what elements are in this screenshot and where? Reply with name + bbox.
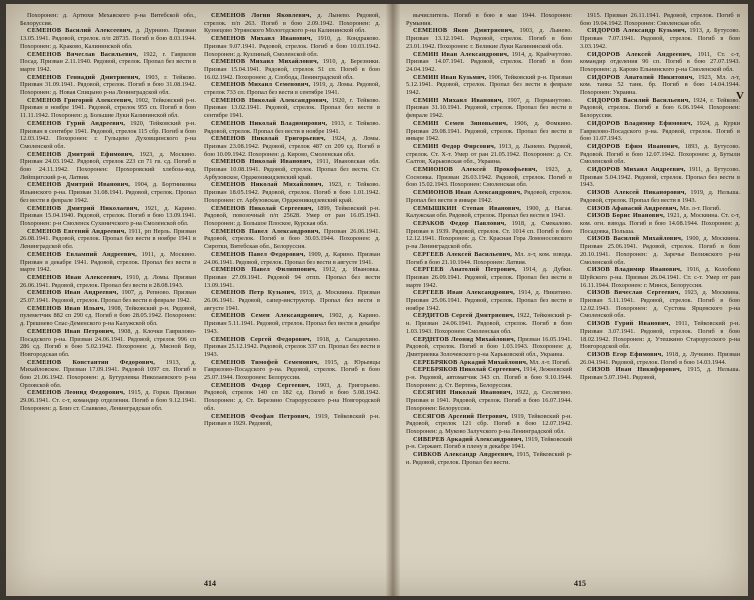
- memorial-entry: [20, 289, 196, 304]
- entry-text: 1911, Ивановская обл. Призван 10.08.1941. Рядовой, стрелок. Пропал без вести. Ст. Арбузовское, Орджоникидзевский край.: [204, 158, 380, 181]
- entry-text: 1908, Тейковский р-н. Рядовой, пулеметчик 882 сп 290 сд. Погиб в бою 28.05.1942. Похоронен: д. Грешнево Спас-Деменского р-на Калужской обл.: [20, 304, 196, 328]
- memorial-entry: [406, 389, 572, 412]
- entry-text: 1924, д. Курки Гаврилово-Посадского р-на. Рядовой, стрелок. Погиб в бою 11.07.1943.: [580, 119, 740, 143]
- entry-name: СЕМЕНОВ Николай Иванович,: [211, 158, 313, 166]
- entry-text: 1902, Тейковский р-н. Призван в ноябре 1941. Рядовой, стрелок 955 сп. Погиб в бою 11.11.1942. Похоронен: д. Большие Луки Калининской обл.: [20, 96, 196, 120]
- entry-name: СЕРГЕЕВ Анатолий Петрович,: [413, 266, 517, 274]
- memorial-entry: [204, 97, 380, 120]
- memorial-entry: [580, 27, 740, 50]
- entry-text: 1923, г. Тейково. Призван 18.05.1942. Рядовой, стрелок. Погиб в бою 1.01.1942. Похоронен: ст. Арбузовская, Орджоникидзевский край.: [204, 181, 380, 204]
- entry-name: СЕМЕНОВ Вячеслав Васильевич,: [27, 50, 139, 58]
- memorial-entry: [580, 212, 740, 235]
- entry-text: 1915, Тейковский р-н. Рядовой, стрелок. Пропал без вести.: [406, 451, 572, 466]
- memorial-entry: [20, 74, 196, 97]
- memorial-entry: [20, 228, 196, 251]
- book-gutter: [386, 4, 400, 596]
- entry-name: СЕМЕНОВ Евгений Андреевич,: [27, 227, 127, 235]
- entry-name: СИЗОВ Егор Ефимович,: [587, 350, 664, 358]
- entry-text: 1923, Мл. л-т, ком. танка 52 танк. бр. Погиб в бою 14.04.1944. Похоронен: Украина.: [580, 73, 740, 97]
- entry-text: 1914, д. Никитино. Призван 25.06.1941. Рядовой, стрелок. Пропал без вести в ноябре 1942.: [406, 289, 572, 312]
- entry-text: 1908, д. Клочки Гаврилово-Посадского р-на. Призван 24.06.1941. Рядовой, стрелок 996 сп 286 сд. Погиб в бою 5.02.1942. Похоронен: д. Мясной Бор, Новгородская обл.: [20, 327, 196, 358]
- memorial-entry: [580, 266, 740, 289]
- entry-name: СИВЕРЕВ Аркадий Александрович,: [413, 435, 524, 443]
- entry-name: СИЗОВ Борис Иванович,: [587, 212, 665, 220]
- entry-text: 1900, д. Нагая. Калужская обл. Рядовой, стрелок. Пропал без вести в 1943.: [406, 204, 572, 220]
- left-page-column-2: [204, 12, 380, 568]
- entry-name: СЕМИН Иван Александрович,: [413, 50, 509, 58]
- memorial-entry: [580, 120, 740, 143]
- left-page-column-1: [20, 12, 196, 568]
- entry-text: Мл. л-т. Погиб.: [529, 358, 571, 366]
- memorial-entry: [406, 359, 572, 367]
- memorial-entry: [406, 451, 572, 466]
- entry-text: 1919, Тейковский р-н. Сержант. Погиб в плену в декабре 1941.: [406, 435, 572, 451]
- memorial-entry: [204, 181, 380, 204]
- memorial-entry: [406, 120, 572, 143]
- memorial-entry: [204, 251, 380, 266]
- entry-name: СИДОРОВ Александр Кузьмич,: [587, 27, 687, 35]
- entry-name: СЕРДНТОВ Леонид Михайлович,: [413, 335, 516, 343]
- edge-mark: V: [736, 90, 744, 102]
- entry-name: СИЗОВ Иван Никифорович,: [587, 366, 682, 374]
- entry-text: 1911, рп Нерль. Призван 26.08.1941. Рядовой, стрелок. Пропал без вести в ноябре 1941 в Ленинградской обл.: [20, 227, 196, 251]
- entry-text: 1915, д. Горки. Призван 29.06.1941. Ст. с-т, командир отделения. Погиб в бою 9.12.1941. Похоронен: д. Близ ст. Славково, Ленинградская обл.: [20, 389, 196, 412]
- entry-name: СЕМЕНОВ Петр Кузьмич,: [211, 289, 296, 297]
- entry-name: СЕМЕНОВ Павел Филиппович,: [211, 266, 317, 274]
- entry-text: 1918, д. Лучкино. Призван 26.04.1941. Рядовой, стрелок. Погиб в бою 14.03.1944.: [580, 350, 740, 366]
- memorial-entry: [580, 235, 740, 266]
- memorial-entry: [406, 205, 572, 220]
- memorial-entry: [580, 205, 740, 213]
- memorial-entry: [580, 189, 740, 204]
- entry-name: СЕМЕНОВ Дмитрий Ефимович,: [27, 150, 134, 158]
- entry-name: СЕМЕНОВ Евлампий Андреевич,: [27, 250, 137, 258]
- entry-text: 1919, д. Ломы. Рядовой, стрелок 733 сп. Пропал без вести в сентябре 1941.: [204, 81, 380, 97]
- entry-text: 1923, д. Москино. Призван 24.03.1942. Рядовой, стрелок 223 сп 71 гв. сд. Погиб в бою 24.11.1942. Похоронен: Прохоровский хлебоза-вод. Лейпцигский р-н, Латвия.: [20, 150, 196, 181]
- entry-name: СЕМИН Иван Кузьмич,: [413, 73, 487, 81]
- entry-text: 1910, д. Ломы. Призван 26.06.1941. Рядовой, стрелок. Пропал без вести в 28.08.1943.: [20, 273, 196, 289]
- entry-name: СЕРГЕЕВ Алексей Васильевич,: [413, 250, 512, 258]
- entry-text: 1906, д. Фомкино. Призван 29.08.1941. Рядовой, стрелок. Пропал без вести в январе 1942.: [406, 119, 572, 143]
- memorial-entry: [20, 205, 196, 228]
- entry-name: СЕРГЕЕВ Иван Александрович,: [413, 289, 515, 297]
- entry-name: СЕСЯГИН Николай Иванович,: [413, 389, 513, 397]
- entry-text: 1911, д. Москино. Призван в декабре 1941. Рядовой, стрелок. Пропал без вести в марте 1942.: [20, 250, 196, 274]
- memorial-entry: [580, 51, 740, 74]
- entry-text: 1899, Тейковский р-н. Рядовой, повозочный п/п 25628. Умер от ран 16.05.1943. Похоронен: д. Большое Плоское, Курская обл.: [204, 204, 380, 227]
- memorial-entry: [406, 143, 572, 166]
- entry-name: СЕМЕНОВ Дмитрий Николаевич,: [27, 204, 140, 212]
- entry-text: 1920, г. Тейково. Призван 13.02.1941. Рядовой, стрелок. Пропал без вести в сентябре 1941.: [204, 96, 380, 120]
- entry-text: 1907, д. Репново. Призван 25.07.1941. Рядовой, стрелок. Пропал без вести в феврале 1942.: [20, 289, 196, 305]
- entry-name: СЕМЕНОВ Иван Петрович,: [27, 327, 115, 335]
- memorial-entry: [406, 436, 572, 451]
- entry-text: 1909, д. Карино. Призван 24.06.1941. Рядовой, стрелок. Пропал без вести в августе 1941.: [204, 250, 380, 266]
- entry-name: СИДОРОВ Владимир Ефимович,: [587, 119, 693, 127]
- memorial-entry: [406, 251, 572, 266]
- entry-name: СИЗОВ Афанасий Андреевич,: [587, 204, 679, 212]
- entry-text: 1914, д. Дубки. Призван 26.09.1941. Рядовой, стрелок. Пропал без вести в марте 1942.: [406, 266, 572, 289]
- entry-name: СИДОРОВ Анатолий Никитович,: [587, 73, 695, 81]
- entry-name: СЕМЕНОВ Феофан Петрович,: [211, 412, 311, 420]
- entry-name: СЕМЕНОВ Геннадий Дмитриевич,: [27, 73, 141, 81]
- memorial-entry: [204, 312, 380, 335]
- entry-name: СИЗОВ Гурий Иванович,: [587, 320, 671, 328]
- entry-name: СЕМЕНОВ Михаил Михайлович,: [211, 58, 319, 66]
- memorial-entry: [204, 135, 380, 158]
- entry-name: СЕМЕНОВ Николай Сергеевич,: [211, 204, 314, 212]
- memorial-entry: [20, 27, 196, 50]
- entry-text: 1903, г. Тейково. Призван 31.09.1941. Рядовой, стрелок. Погиб в бою 31.08.1942. Похоронен: д. Новая Спицыно р-на Ленинградской обл.: [20, 73, 196, 97]
- entry-text: 1911, Тейковский р-н. Призван 3.07.1941. Рядовой, стрелок. Погиб в бою 18.02.1942. Похоронен: д. Утешкино Старорусского р-на Новгородской обл.: [580, 320, 740, 351]
- entry-text: 1910, д. Березники. Призван 15.04.1941. Рядовой, стрелок 51 сп. Погиб в бою 16.02.1942. Похоронен: д. Слобода, Ленинградской обл.: [204, 58, 380, 81]
- entry-name: СЕРАКОВ Федор Павлович,: [413, 219, 507, 227]
- entry-text: 1924, г. Тейково. Рядовой, стрелок. Погиб в бою 6.06.1944. Похоронен: Белоруссия.: [580, 96, 740, 120]
- entry-text: 1922, г. Гаврилов Посад. Призван 2.11.1940. Рядовой, стрелок. Пропал без вести в марте 1942.: [20, 50, 196, 73]
- memorial-entry: [580, 97, 740, 120]
- entry-text: 1907, д. Порманутово. Призван 31.10.1941. Рядовой, стрелок. Пропал без вести в феврале 1942.: [406, 96, 572, 120]
- entry-name: СЕМЕНОВ Семен Александрович,: [211, 312, 324, 320]
- memorial-entry: [406, 312, 572, 335]
- memorial-entry: [20, 359, 196, 390]
- entry-text: Похоронен: д. Артюхи Мехавского р-на Витебской обл., Белоруссия.: [20, 12, 196, 27]
- entry-text: 1922, д. Сеслягино. Призван в 1941. Рядовой, стрелок. Погиб в бою 16.07.1944. Похоронен: Белоруссия.: [406, 389, 572, 412]
- entry-name: СЕМЕНОВ Иван Ильич,: [27, 304, 106, 312]
- entry-name: СИВКОВ Александр Андреевич,: [413, 451, 514, 459]
- entry-name: СЕМИН Федор Фирсович,: [413, 142, 496, 150]
- memorial-entry: [20, 305, 196, 328]
- entry-name: СИЗОВ Владимир Иванович,: [587, 266, 682, 274]
- page-number-left: 414: [204, 579, 216, 588]
- memorial-entry: [406, 166, 572, 189]
- entry-name: СЕМЕНОВ Николай Александрович,: [211, 96, 329, 104]
- entry-name: СЕМЕНОВ Леонид Федорович,: [27, 389, 126, 397]
- memorial-entry: [580, 351, 740, 366]
- entry-text: 1918, д. Саладюхино. Призван 25.12.1942. Рядовой, стрелок 337 сп. Пропал без вести в 1943.: [204, 335, 380, 358]
- memorial-entry: [580, 143, 740, 166]
- memorial-entry: [406, 189, 572, 204]
- memorial-entry: [204, 81, 380, 96]
- entry-name: СЕМЕНОВ Михаил Семенович,: [211, 81, 311, 89]
- entry-name: СЕМЕНОВ Василий Алексеевич,: [27, 27, 133, 35]
- memorial-entry: [406, 27, 572, 50]
- memorial-entry: [406, 74, 572, 97]
- entry-name: СИДОРОВ Василий Васильевич,: [587, 96, 691, 104]
- memorial-entry: [580, 320, 740, 351]
- right-page: [400, 4, 746, 596]
- memorial-entry: [204, 228, 380, 251]
- entry-text: 1913, д. Бутусово. Призван 7.07.1941. Рядовой, стрелок. Погиб в бою 3.03.1942.: [580, 27, 740, 50]
- memorial-entry: [20, 51, 196, 74]
- entry-name: СЕМЕНОВ Гурий Андреевич,: [27, 119, 126, 127]
- entry-text: вычислитель. Погиб в бою в мае 1944. Похоронен: Румыния.: [406, 12, 572, 27]
- memorial-entry: [406, 289, 572, 312]
- memorial-entry: [406, 413, 572, 436]
- entry-text: 1923, д. Москвина. Призван 5.11.1941. Рядовой, стрелок. Погиб в бою 12.02.1943. Похоронен: д. Сустова Ярцевского р-на Смоленской обл.: [580, 289, 740, 320]
- entry-text: д. Дурнино. Призван 13.05.1941. Рядовой, стрелок. п/п 28735. Погиб в бою 8.03.1944. Похоронен: д. Краково, Калининской обл.: [20, 27, 196, 50]
- entry-text: 1903, д. Григорьево. Рядовой, стрелок 140 сп 182 сд. Погиб в бою 5.08.1942. Похоронен: д. Ст. Березино Старорусского р-на Новгородской обл.: [204, 381, 380, 412]
- entry-name: СЕМИН Михаил Иванович,: [413, 96, 504, 104]
- right-page-column-2: [580, 12, 740, 568]
- entry-name: СЕМЕНОВ Павел Федорович,: [211, 250, 306, 258]
- entry-name: СЕРДИТОВ Сергей Дмитриевич,: [413, 312, 515, 320]
- entry-name: СЕМЕНОВ Яков Дмитриевич,: [413, 27, 514, 35]
- entry-text: 1915, д. Юрьевцы Гаврилово-Посадского р-на. Рядовой, стрелок. Погиб в бою 25.07.1944. Похоронен: Белоруссия.: [204, 358, 380, 382]
- entry-name: СЕМЫШКИН Степан Иванович,: [413, 204, 522, 212]
- entry-name: СЕМЕНОВ Николай Владимирович,: [211, 119, 328, 127]
- entry-name: СЕРЕБРЯКОВ Николай Сергеевич,: [413, 366, 522, 374]
- entry-text: 1893, д. Бутусово. Рядовой. Погиб в бою 12.07.1942. Похоронен: д. Бутыли Смоленской обл.: [580, 142, 740, 166]
- entry-name: СИЗОВ Вячеслав Сергеевич,: [587, 289, 681, 297]
- entry-name: СЕМЕНОВ Федор Сергеевич,: [211, 381, 311, 389]
- entry-name: СЕМИОНОВ Иван Александрович,: [413, 189, 522, 197]
- entry-text: 1919, д. Нельша. Рядовой, стрелок. Пропал без вести в 1943.: [580, 189, 740, 204]
- entry-text: 1919, Тейковский р-н. Рядовой, стрелок 121 сбр. Погиб в бою 12.07.1942. Похоронен: д. Муково Залучского р-на Ленинградской обл.: [406, 412, 572, 435]
- entry-name: СИЗОВ Алексей Никанорович,: [587, 189, 687, 197]
- memorial-entry: [20, 328, 196, 359]
- entry-name: СЕМИОНОВ Алексей Прокофьевич,: [413, 166, 538, 174]
- left-page: [10, 4, 386, 596]
- entry-name: СЕМИН Семен Зиновьевич,: [413, 119, 508, 127]
- entry-name: СИДОРОВ Алексей Андреевич,: [587, 50, 692, 58]
- entry-text: 1904, д. Бортниковка Ильинского р-на. Призван 31.08.1941. Рядовой, стрелок. Пропал без вести в феврале 1942.: [20, 181, 196, 204]
- entry-text: 1921, д. Карино. Призван 15.04.1940. Рядовой, стрелок. Погиб в бою 13.09.1941. Похоронен: р-н Смоленск Сухиничского р-на Смоленской обл.: [20, 204, 196, 227]
- memorial-entry: [204, 158, 380, 181]
- book-spread: [6, 4, 748, 596]
- entry-text: 1913, д. Михайловское. Призван 17.09.1941. Рядовой 1097 сп. Погиб в бою 21.06.1942. Похоронен: д. Бутурлевка Николаевского р-на Орловской обл.: [20, 358, 196, 389]
- entry-text: 1916, д. Колобово Шуйского р-на. Призван 26.04.1941. Ст. с-т. Умер от ран 16.11.1944. Похоронен: г. Минск, Белоруссия.: [580, 266, 740, 289]
- entry-name: СЕМЕНОВ Михаил Иванович,: [211, 35, 313, 43]
- entry-text: 1918, д. Смекалово. Призван в 1939. Рядовой, стрелок. Ст. 1014 сп. Погиб в бою 12.12.1941. Похоронен: д. Ст. Красная Гора Ломоносовского р-на Ленинградской обл.: [406, 219, 572, 251]
- entry-text: 1914, Лежневский р-н. Рядовой, автоматчик 343 сп. Погиб в бою 9.10.1944. Похоронен: д. Ст. Вертень, Белоруссия.: [406, 366, 572, 389]
- entry-name: СЕМЕНОВ Иван Алексеевич,: [27, 273, 123, 281]
- entry-name: СИЗОВ Василий Михайлович,: [587, 235, 683, 243]
- memorial-entry: [406, 51, 572, 74]
- entry-text: 1912, д. Ивановка. Призван 27.09.1941. Рядовой 94 отпп. Пропал без вести 13.09.1941.: [204, 266, 380, 289]
- memorial-entry: [20, 151, 196, 182]
- entry-name: СЕРЕБРЯКОВ Аркадий Михайлович,: [413, 358, 528, 366]
- entry-text: 1906, Тейковский р-н. Призван 5.12.1941. Рядовой, стрелок. Пропал без вести в феврале 1942.: [406, 73, 572, 97]
- entry-text: 1903, д. Лынево. Призван 13.12.1941. Рядовой, стрелок. Погиб в бою 23.01.1942. Похоронен: г. Великие Луки Калининской обл.: [406, 27, 572, 50]
- memorial-entry: [20, 120, 196, 151]
- entry-text: 1915, д. Нельша. Призван 5.07.1941. Рядовой,: [580, 366, 740, 382]
- entry-text: 1910, д. Кондраково. Призван 9.07.1941. Рядовой, стрелок. Погиб в бою 10.03.1942. Похоронен: д. Кузлиный, Смоленской обл.: [204, 35, 380, 58]
- entry-text: 1911, Ст. с-т, командир отделения 96 сп. Погиб в бою 27.07.1943. Похоронен: д. Карово Ельнинского р-на Смоленской обл.: [580, 50, 740, 73]
- entry-name: СЕМЕНОВ Иван Андреевич,: [27, 289, 119, 297]
- entry-text: 1920, Тейковский р-н. Призван в сентябре 1941. Рядовой, стрелок 115 сбр. Погиб в бою 12.03.1942. Похоронен: г. Гульцево Духовщинского р-на Смоленской обл.: [20, 119, 196, 150]
- memorial-entry: [406, 336, 572, 359]
- entry-text: Рядовой, стрелок. Пропал без вести в январе 1942.: [406, 189, 572, 204]
- memorial-entry: [406, 12, 572, 27]
- entry-text: 1913, г. Тейково. Рядовой, стрелок. Пропал без вести в ноябре 1941.: [204, 119, 380, 135]
- entry-name: СИДОРОВ Ефим Иванович,: [587, 142, 680, 150]
- entry-name: СЕМЕНОВ Павел Александрович,: [211, 227, 321, 235]
- memorial-entry: [204, 12, 380, 35]
- memorial-entry: [204, 359, 380, 382]
- entry-text: Мл. л-т. Погиб.: [679, 204, 721, 212]
- entry-name: СЕМЕНОВ Логин Яковлевич,: [211, 12, 312, 19]
- entry-text: 1923, д. Сосновка. Призван 26.03.1942. Рядовой, стрелок. Погиб в бою 15.02.1943. Похоронен: Смоленская обл.: [406, 166, 572, 189]
- entry-text: 1913, д. Лынево. Рядовой, стрелок. Ст. Х-т. Умер от ран 21.05.1942. Похоронен: д. Ст. Салтов, Харьковская обл., Украина.: [406, 142, 572, 166]
- entry-text: 1900, д. Москвина. Призван 25.06.1941. Рядовой, стрелок. Погиб в бою 20.10.1941. Похоронен: д. Заречье Велижского р-на Смоленской обл.: [580, 235, 740, 266]
- entry-text: Мл. л-т, ком. взвода. Погиб в бою 21.10.1944. Похоронен: Латвия.: [406, 250, 572, 266]
- entry-text: 1919, Тейковский р-н. Призван в 1929. Рядовой,: [204, 412, 380, 428]
- entry-text: Призван 16.05.1941. Рядовой, стрелок. Погиб в бою 1.03.1943. Похоронен: д. Дмитриевка Золочевского р-на Харьковской обл., Украина.: [406, 335, 572, 358]
- entry-name: СЕМЕНОВ Григорий Алексеевич,: [27, 96, 133, 104]
- memorial-entry: [406, 97, 572, 120]
- memorial-entry: [580, 74, 740, 97]
- page-number-right: 415: [574, 579, 586, 588]
- memorial-entry: [580, 289, 740, 320]
- entry-name: СИДОРОВ Михаил Андреевич,: [587, 166, 686, 174]
- memorial-entry: [204, 413, 380, 428]
- entry-text: 1922, Тейковский р-н. Призван 24.06.1941. Рядовой, стрелок. Погиб в бою 1.03.1943. Похоронен: Смоленская обл.: [406, 312, 572, 335]
- memorial-entry: [204, 35, 380, 58]
- entry-name: СЕМЕНОВ Николай Григорьевич,: [211, 135, 326, 143]
- memorial-entry: [204, 382, 380, 413]
- memorial-entry: [204, 205, 380, 228]
- entry-text: 1902, д. Карино. Призван 5.11.1941. Рядовой, стрелок. Пропал без вести в декабре 1943.: [204, 312, 380, 335]
- memorial-entry: [204, 58, 380, 81]
- entry-text: 1914, д. Крайчеутово. Призван 14.07.1941. Рядовой, стрелок. Погиб в бою 24.04.1942.: [406, 50, 572, 73]
- memorial-entry: [406, 366, 572, 389]
- memorial-entry: [204, 120, 380, 135]
- entry-name: СЕМЕНОВ Сергей Федорович,: [211, 335, 312, 343]
- memorial-entry: [580, 166, 740, 189]
- memorial-entry: [406, 220, 572, 251]
- entry-name: СЕМЕНОВ Константин Федорович,: [27, 358, 155, 366]
- memorial-entry: [20, 181, 196, 204]
- entry-text: 1913, д. Москвина. Призван 26.06.1941. Рядовой, сапер-инструктор. Пропал без вести в августе 1941.: [204, 289, 380, 312]
- entry-name: СЕМЕНОВ Николай Михайлович,: [211, 181, 324, 189]
- entry-text: д. Лынево. Рядовой, стрелок. п/п 263. Погиб в бою 2.09.1942. Похоронен: д. Кузнецово Угрянского Мологодского р-на Калининской обл.: [204, 12, 380, 35]
- memorial-entry: [204, 336, 380, 359]
- entry-text: 1915. Призван 26.11.1941. Рядовой, стрелок. Погиб в бою 19.04.1942. Похоронен: Смоленская обл.: [580, 12, 740, 27]
- memorial-entry: [20, 389, 196, 412]
- entry-text: 1924, д. Ломы. Призван 23.08.1942. Рядовой, стрелок 487 сп 209 сд. Погиб в бою 10.09.1942. Похоронен: д. Кирово, Смоленская обл.: [204, 135, 380, 158]
- entry-name: СЕМЕНОВ Дмитрий Иванович,: [27, 181, 131, 189]
- memorial-entry: [20, 97, 196, 120]
- memorial-entry: [580, 12, 740, 27]
- right-page-column-1: [406, 12, 572, 568]
- entry-text: 1921, д. Москвина. Ст. с-т, ком. огн. взвода. Погиб в бою 14.08.1944. Похоронен: д. Посадовка, Польша.: [580, 212, 740, 235]
- entry-text: Призван 26.06.1941. Рядовой, стрелок. Погиб в бою 30.03.1944. Похоронен: д. Сиротки, Витебская обл., Белоруссия.: [204, 227, 380, 251]
- memorial-entry: [204, 266, 380, 289]
- memorial-entry: [20, 12, 196, 27]
- memorial-entry: [20, 251, 196, 274]
- entry-name: СЕМЕНОВ Тимофей Семенович,: [211, 358, 319, 366]
- memorial-entry: [20, 274, 196, 289]
- memorial-entry: [406, 266, 572, 289]
- memorial-entry: [204, 289, 380, 312]
- memorial-entry: [580, 366, 740, 381]
- entry-text: 1911, д. Бутусово. Призван 5.04.1942. Рядовой, стрелок. Пропал без вести в 1943.: [580, 166, 740, 189]
- entry-name: СЕСЯГОВ Арсений Петрович,: [413, 412, 509, 420]
